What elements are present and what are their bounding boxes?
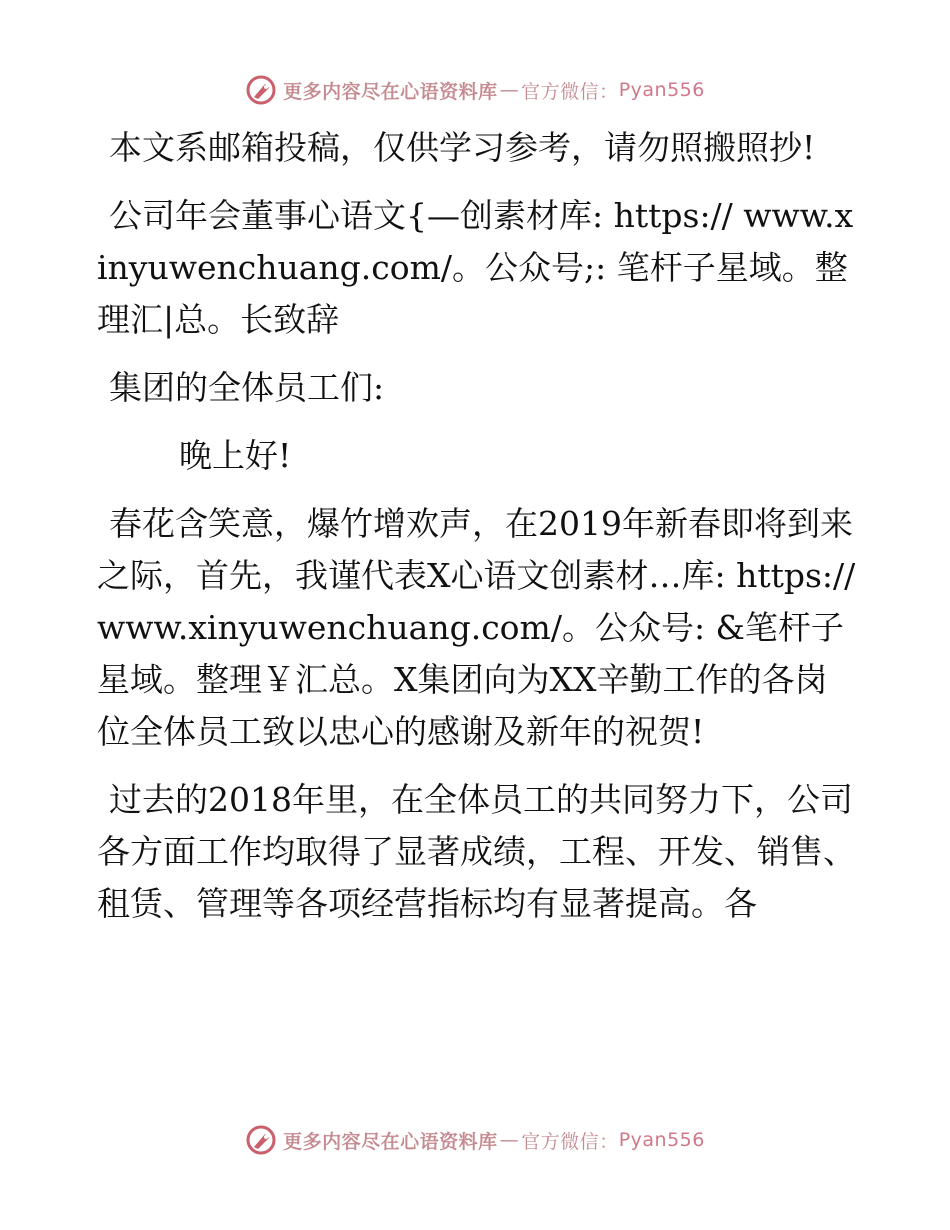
pen-nib-logo-icon xyxy=(245,1124,277,1156)
banner-separator: — xyxy=(499,79,520,101)
banner-wechat-handle: Pyan556 xyxy=(618,79,705,101)
banner-main-text: 更多内容尽在心语资料库 xyxy=(283,80,498,103)
paragraph-body-2: 过去的2018年里，在全体员工的共同努力下，公司各方面工作均取得了显著成绩，工程、开发、销售、租赁、管理等各项经营指标均有显著提高。各 xyxy=(97,780,856,923)
document-body xyxy=(97,122,857,930)
banner-wechat-handle: Pyan556 xyxy=(618,1129,705,1151)
paragraph-disclaimer: 本文系邮箱投稿，仅供学习参考，请勿照搬照抄! xyxy=(109,128,816,167)
paragraph-title: 公司年会董事心语文{—创素材库: https:// www.xinyuwenchuang.com/。公众号;: 笔杆子星域。整理汇|总。长致辞 xyxy=(97,196,854,339)
banner-separator: — xyxy=(499,1129,520,1151)
banner-suffix-text: 官方微信： xyxy=(521,1130,619,1153)
footer-banner xyxy=(0,1120,950,1160)
header-banner xyxy=(0,70,950,110)
pen-nib-logo-icon xyxy=(245,74,277,106)
paragraph-body-1: 春花含笑意，爆竹增欢声，在2019年新春即将到来之际，首先，我谨代表X心语文创素材…库: https://www.xinyuwenchuang.com/。公众号: &笔杆子星域。整理￥汇总。X集团向为XX辛勤工作的各岗位全体员工致以忠心的感谢及新年的祝贺! xyxy=(97,504,856,751)
paragraph-greeting: 晚上好! xyxy=(179,436,292,475)
banner-suffix-text: 官方微信： xyxy=(521,80,619,103)
banner-main-text: 更多内容尽在心语资料库 xyxy=(283,1130,498,1153)
paragraph-salutation: 集团的全体员工们: xyxy=(109,368,385,407)
